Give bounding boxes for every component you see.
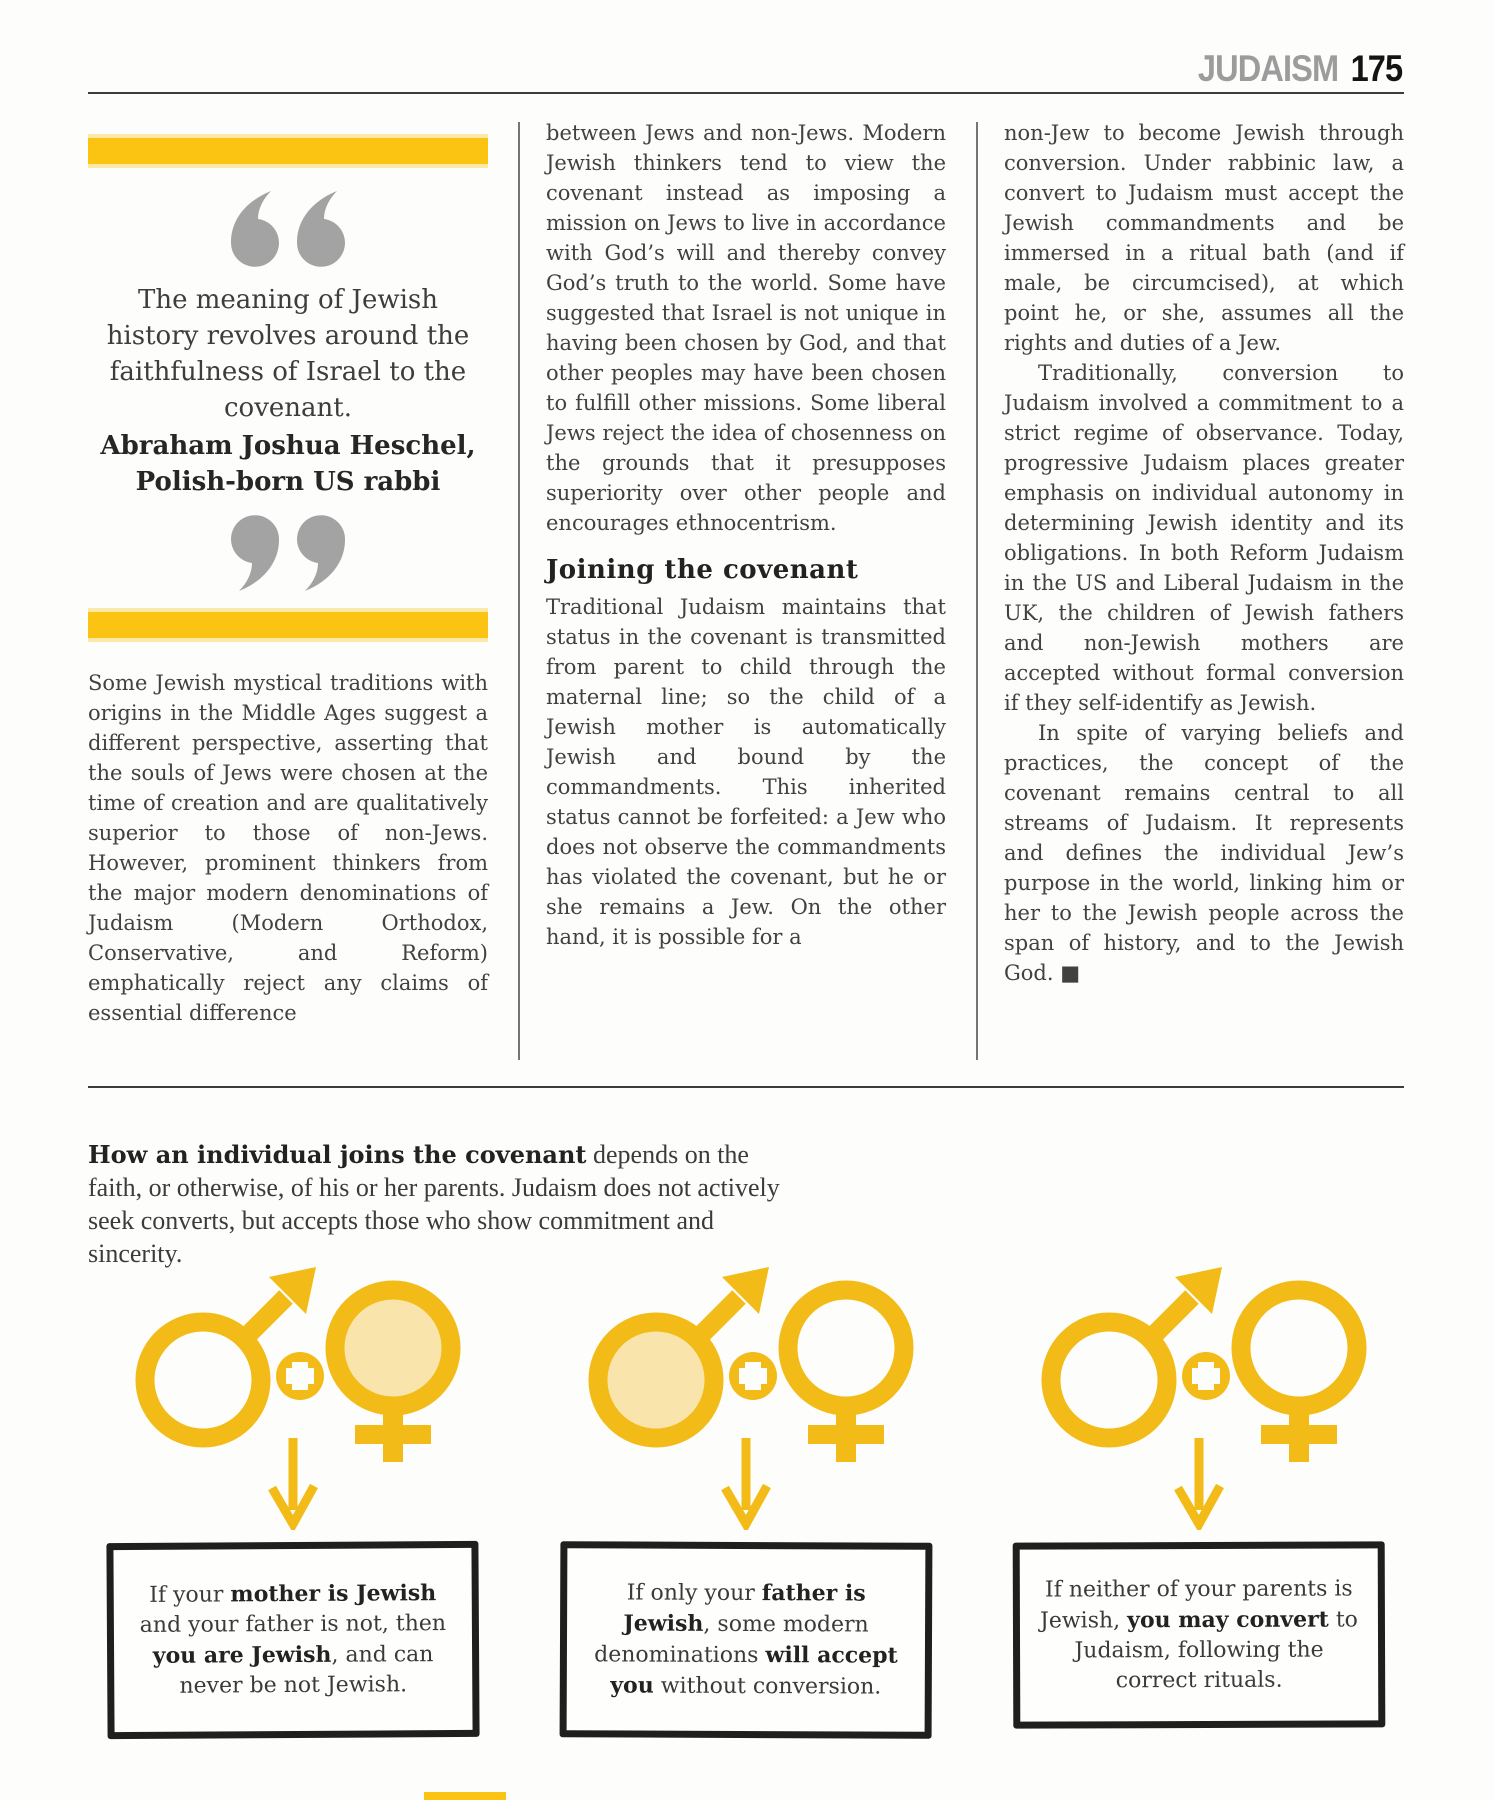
diagram-group-father-jewish (541, 1228, 950, 1738)
pull-quote-attribution: Abraham Joshua Heschel, Polish-born US rabbi (100, 431, 476, 497)
article-columns (88, 118, 1404, 1070)
covenant-diagram (88, 1228, 1404, 1738)
parents-symbols (123, 1228, 463, 1468)
chapter-title: JUDAISM (1197, 48, 1338, 89)
section-heading: Joining the covenant (546, 555, 859, 585)
column-divider (518, 122, 520, 1060)
page-number: 175 (1350, 48, 1402, 89)
body-paragraph: non-Jew to become Jewish through conversion. Under rabbinic law, a convert to Judaism must accept the Jewish commandments and be immersed in a ritual bath (and if male, be circumcised), at which point he, or she, assumes all the rights and duties of a Jew. (1004, 121, 1404, 355)
diagram-group-neither-jewish (995, 1228, 1404, 1738)
column-1 (88, 118, 488, 1070)
body-paragraph: Traditionally, conversion to Judaism involved a commitment to a strict regime of observance. Today, progressive Judaism places greater emphasis on individual autonomy in determining Jewish identity and its obligations. In both Reform Judaism in the US and Liberal Judaism in the UK, the children of Jewish fathers and non-Jewish mothers are accepted without formal conversion if they self-identify as Jewish. (1004, 361, 1404, 715)
body-paragraph: In spite of varying beliefs and practices, the concept of the covenant remains central to all streams of Judaism. It represents and defines the individual Jew’s purpose in the world, linking him or her to the Jewish people across the span of history, and to the Jewish God. ■ (1004, 721, 1404, 985)
body-paragraph: between Jews and non-Jews. Modern Jewish thinkers tend to view the covenant instead as imposing a mission on Jews to live in accordance with God’s will and thereby convey God’s truth to the world. Some have suggested that Israel is not unique in having been chosen by God, and that other peoples may have been chosen to fulfill other missions. Some liberal Jews reject the idea of chosenness on the grounds that it presupposes superiority over other people and encourages ethnocentrism. (546, 121, 946, 535)
figure-caption: How an individual joins the covenant depends on the faith, or otherwise, of his or her parents. Judaism does not actively seek converts, but accepts those who show commitment and sincerity. (88, 1140, 780, 1268)
rule-box (1013, 1541, 1386, 1728)
down-arrow-icon (1170, 1434, 1228, 1530)
female-symbol-icon (335, 1290, 451, 1462)
male-symbol-icon (1051, 1267, 1222, 1438)
down-arrow-icon (717, 1434, 775, 1530)
rule-text: If only your father is Jewish, some modern denominations will accept you without conversion. (594, 1580, 898, 1700)
page-header (1198, 48, 1402, 90)
parents-symbols (1029, 1228, 1369, 1468)
pull-quote-text: The meaning of Jewish history revolves around the faithfulness of Israel to the covenant. (106, 285, 470, 423)
female-symbol-icon (1241, 1290, 1357, 1462)
column-2 (546, 118, 946, 1070)
parents-symbols (576, 1228, 916, 1468)
yellow-rule-bar (88, 608, 488, 642)
page-edge-mark (424, 1792, 506, 1800)
column-grid (88, 118, 1404, 1070)
yellow-rule-bar (88, 134, 488, 168)
body-paragraph: Traditional Judaism maintains that status in the covenant is transmitted from parent to child through the maternal line; so the child of a Jewish mother is automatically Jewish and bound by the commandments. This inherited status cannot be forfeited: a Jew who does not observe the commandments has violated the covenant, but he or she remains a Jew. On the other hand, it is possible for a (546, 595, 946, 949)
header-rule (88, 92, 1404, 94)
rule-text: If neither of your parents is Jewish, you may convert to Judaism, following the correct rituals. (1040, 1575, 1359, 1693)
rule-box (560, 1541, 933, 1739)
plus-icon (1182, 1352, 1230, 1400)
column-divider (976, 122, 978, 1060)
open-quote-icon (225, 188, 351, 272)
column-3 (1004, 118, 1404, 1070)
male-symbol-icon (598, 1267, 769, 1438)
plus-icon (729, 1352, 777, 1400)
body-paragraph: Some Jewish mystical traditions with origins in the Middle Ages suggest a different perspective, asserting that the souls of Jews were chosen at the time of creation and are qualitatively superior to those of non-Jews. However, prominent thinkers from the major modern denominations of Judaism (Modern Orthodox, Conservative, and Reform) emphatically reject any claims of essential difference (88, 671, 488, 1025)
plus-icon (276, 1352, 324, 1400)
male-symbol-icon (145, 1267, 316, 1438)
diagram-group-mother-jewish (88, 1228, 497, 1738)
rule-text: If your mother is Jewish and your father is not, then you are Jewish, and can never be not Jewish. (139, 1580, 446, 1699)
rule-box (106, 1541, 479, 1739)
female-symbol-icon (788, 1290, 904, 1462)
figure-rule (88, 1086, 1404, 1088)
down-arrow-icon (264, 1434, 322, 1530)
close-quote-icon (225, 510, 351, 594)
